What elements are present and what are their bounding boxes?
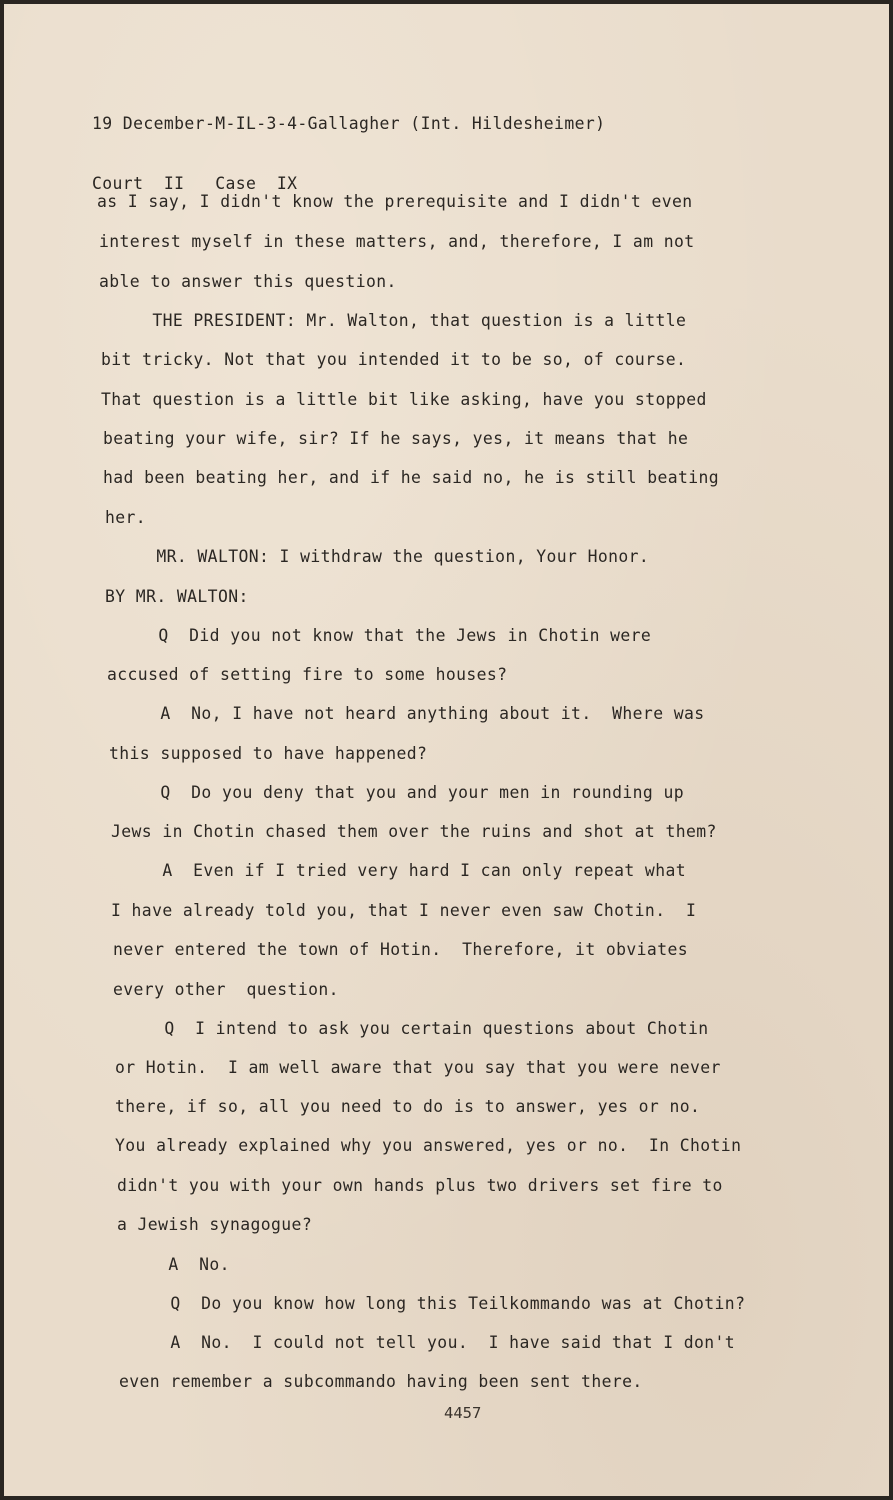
text-line: A No. xyxy=(117,1255,230,1274)
header-line-1: 19 December-M-IL-3-4-Gallagher (Int. Hildesheimer) xyxy=(92,114,606,133)
text-line: Jews in Chotin chased them over the ruins and shot at them? xyxy=(111,822,717,841)
text-line: interest myself in these matters, and, therefore, I am not xyxy=(99,232,695,251)
text-line: bit tricky. Not that you intended it to be so, of course. xyxy=(101,350,687,369)
text-line: You already explained why you answered, yes or no. In Chotin xyxy=(115,1136,742,1155)
header-line-2: Court II Case IX xyxy=(92,174,298,193)
text-line: or Hotin. I am well aware that you say that you were never xyxy=(115,1058,721,1077)
text-line: this supposed to have happened? xyxy=(109,744,428,763)
text-line: That question is a little bit like asking, have you stopped xyxy=(101,390,707,409)
text-line: every other question. xyxy=(113,980,339,999)
text-line: MR. WALTON: I withdraw the question, Your Honor. xyxy=(105,547,650,566)
text-line: beating your wife, sir? If he says, yes, it means that he xyxy=(103,429,689,448)
text-line: didn't you with your own hands plus two drivers set fire to xyxy=(117,1176,723,1195)
text-line: a Jewish synagogue? xyxy=(117,1215,313,1234)
text-line: I have already told you, that I never even saw Chotin. I xyxy=(111,901,697,920)
text-line: Q I intend to ask you certain questions about Chotin xyxy=(113,1019,709,1038)
text-line: accused of setting fire to some houses? xyxy=(107,665,508,684)
text-line: able to answer this question. xyxy=(99,272,397,291)
document-page xyxy=(4,4,889,1496)
text-line: BY MR. WALTON: xyxy=(105,587,249,606)
text-line: A No. I could not tell you. I have said that I don't xyxy=(119,1333,736,1352)
page-number: 4457 xyxy=(444,1404,482,1422)
text-line: Q Did you not know that the Jews in Chotin were xyxy=(107,626,652,645)
text-line: there, if so, all you need to do is to answer, yes or no. xyxy=(115,1097,701,1116)
text-line: A No, I have not heard anything about it. Where was xyxy=(109,704,705,723)
text-line: never entered the town of Hotin. Therefore, it obviates xyxy=(113,940,689,959)
text-line: as I say, I didn't know the prerequisite and I didn't even xyxy=(97,192,693,211)
text-line: Q Do you know how long this Teilkommando was at Chotin? xyxy=(119,1294,746,1313)
text-line: A Even if I tried very hard I can only repeat what xyxy=(111,861,687,880)
text-line: THE PRESIDENT: Mr. Walton, that question is a little xyxy=(101,311,687,330)
text-line: even remember a subcommando having been sent there. xyxy=(119,1372,643,1391)
text-line: her. xyxy=(105,508,147,527)
text-line: Q Do you deny that you and your men in rounding up xyxy=(109,783,685,802)
text-line: had been beating her, and if he said no, he is still beating xyxy=(103,468,720,487)
